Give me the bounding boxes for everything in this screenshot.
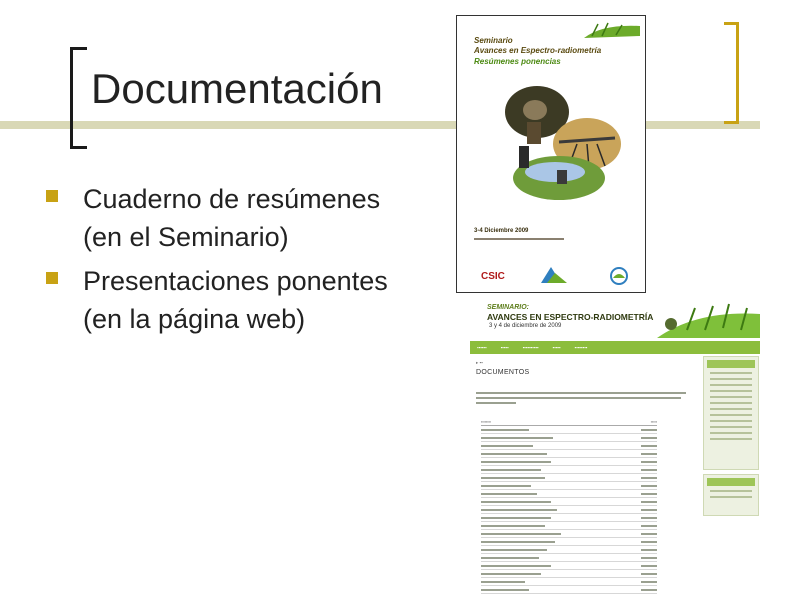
- web-nav-item: ▪▪▪▪▪▪: [477, 345, 487, 350]
- bullet-item: [46, 262, 426, 338]
- bullet-text: Presentaciones ponentes (en la página web): [83, 266, 388, 334]
- field-measurement-photo: [497, 82, 632, 202]
- web-nav-item: ▪▪▪▪▪▪▪▪: [574, 345, 588, 350]
- web-nav-bar: [470, 341, 760, 354]
- bullet-list: [46, 180, 426, 344]
- bullet-text: Cuaderno de resúmenes (en el Seminario): [83, 184, 381, 252]
- table-row: [481, 538, 657, 546]
- web-sidebar-menu: [703, 356, 759, 470]
- cover-line-3: Resúmenes ponencias: [474, 57, 561, 66]
- table-row: [481, 474, 657, 482]
- bullet-item: [46, 180, 426, 256]
- right-bracket-decoration: [724, 22, 739, 124]
- grass-banner-icon: [657, 300, 760, 340]
- left-bracket-decoration: [70, 47, 87, 149]
- website-screenshot-image: [467, 300, 760, 598]
- web-section-title: DOCUMENTOS: [476, 369, 530, 376]
- table-row: [481, 586, 657, 594]
- table-row: [481, 498, 657, 506]
- table-row: [481, 506, 657, 514]
- table-row: [481, 578, 657, 586]
- booklet-cover-image: [456, 15, 646, 293]
- table-row: [481, 530, 657, 538]
- web-nav-item: ▪▪▪▪▪: [552, 345, 561, 350]
- table-row: [481, 442, 657, 450]
- table-row: [481, 482, 657, 490]
- table-row: [481, 554, 657, 562]
- table-row: [481, 570, 657, 578]
- mountain-logo-icon: [539, 263, 569, 285]
- web-documents-table: [481, 418, 657, 594]
- web-header-title: AVANCES EN ESPECTRO-RADIOMETRÍA: [487, 312, 654, 322]
- square-bullet-icon: [46, 272, 58, 284]
- csic-logo: CSIC: [481, 271, 505, 282]
- table-row: [481, 562, 657, 570]
- title-band: [0, 121, 760, 129]
- web-header-date: 3 y 4 de diciembre de 2009: [489, 323, 562, 329]
- web-nav-item: ▪▪▪▪▪▪▪▪▪▪: [522, 345, 539, 350]
- grass-logo-icon: [582, 20, 642, 40]
- cover-organizers-line: [474, 238, 564, 240]
- table-row: [481, 546, 657, 554]
- web-header-small: SEMINARIO:: [487, 304, 529, 311]
- table-row: [481, 434, 657, 442]
- cover-line-2: Avances en Espectro-radiometría: [474, 46, 602, 55]
- web-sidebar-links: [703, 474, 759, 516]
- table-row: [481, 426, 657, 434]
- cover-line-1: Seminario: [474, 36, 513, 45]
- web-nav-item: ▪▪▪▪▪: [500, 345, 509, 350]
- table-row: [481, 450, 657, 458]
- table-row: [481, 458, 657, 466]
- table-row: [481, 466, 657, 474]
- globe-logo-icon: [607, 266, 631, 286]
- table-row: [481, 490, 657, 498]
- web-breadcrumb: ▸ ▪▪: [476, 360, 483, 365]
- table-row: [481, 522, 657, 530]
- web-intro-text-lines: [476, 390, 698, 408]
- table-row: [481, 514, 657, 522]
- table-header: ▪▪▪▪▪▪▪▪ ▪▪▪▪▪: [481, 418, 657, 426]
- square-bullet-icon: [46, 190, 58, 202]
- slide-title: Documentación: [91, 65, 383, 112]
- cover-date: 3-4 Diciembre 2009: [474, 228, 529, 234]
